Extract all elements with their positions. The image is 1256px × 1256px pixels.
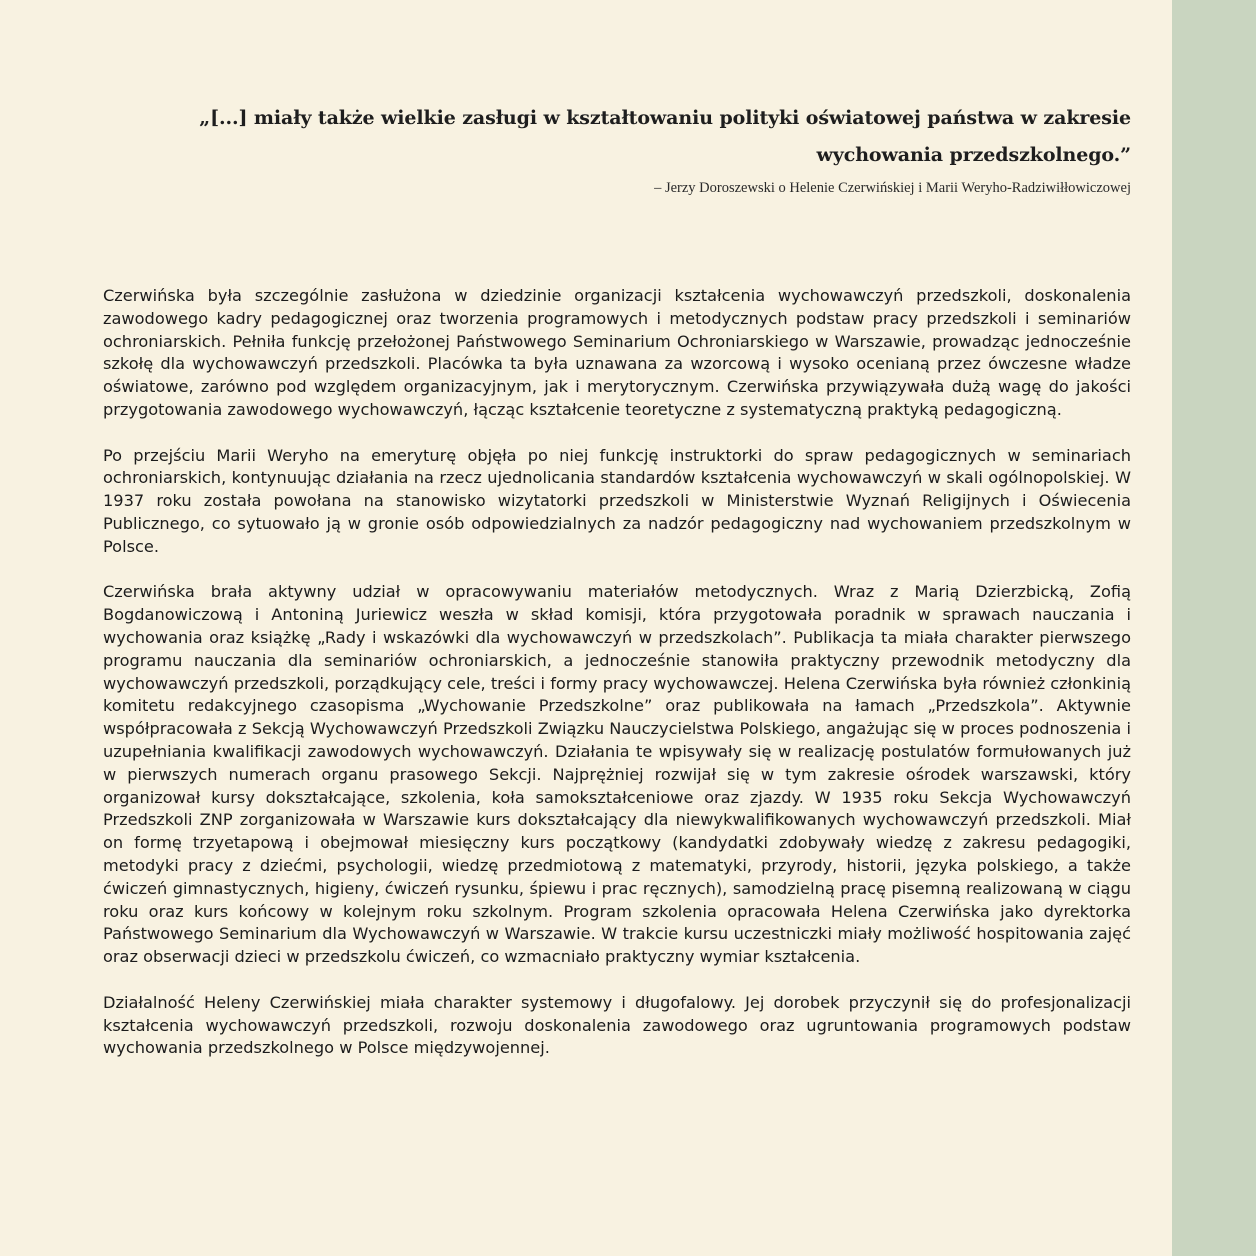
quote-attribution: – Jerzy Doroszewski o Helenie Czerwińskiej i Marii Weryho-Radziwiłłowiczowej bbox=[654, 180, 1131, 196]
quote-block bbox=[140, 100, 1131, 197]
quote-text: „[...] miały także wielkie zasługi w kształtowaniu polityki oświatowej państwa w zakresie wychowania przedszkolnego.” bbox=[199, 107, 1131, 166]
paragraph: Działalność Heleny Czerwińskiej miała charakter systemowy i długofalowy. Jej dorobek przyczynił się do profesjonalizacji kształcenia wychowawczyń przedszkoli, rozwoju doskonalenia zawodowego oraz ugruntowania programowych podstaw wychowania przedszkolnego w Polsce międzywojennej. bbox=[103, 992, 1131, 1058]
paragraph: Po przejściu Marii Weryho na emeryturę objęła po niej funkcję instruktorki do spraw pedagogicznych w seminariach ochroniarskich, kontynuując działania na rzecz ujednolicania standardów kształcenia wychowawczyń w skali ogólnopolskiej. W 1937 roku została powołana na stanowisko wizytatorki przedszkoli w Ministerstwie Wyznań Religijnych i Oświecenia Publicznego, co sytuowało ją w gronie osób odpowiedzialnych za nadzór pedagogiczny nad wychowaniem przedszkolnym w Polsce. bbox=[103, 445, 1131, 556]
paragraph: Czerwińska była szczególnie zasłużona w dziedzinie organizacji kształcenia wychowawczyń przedszkoli, doskonalenia zawodowego kadry pedagogicznej oraz tworzenia programowych i metodycznych podstaw pracy przedszkoli i seminariów ochroniarskich. Pełniła funkcję przełożonej Państwowego Seminarium Ochroniarskiego w Warszawie, prowadząc jednocześnie szkołę dla wychowawczyń przedszkoli. Placówka ta była uznawana za wzorcową i wysoko ocenianą przez ówczesne władze oświatowe, zarówno pod względem organizacyjnym, jak i merytorycznym. Czerwińska przywiązywała dużą wagę do jakości przygotowania zawodowego wychowawczyń, łącząc kształcenie teoretyczne z systematyczną praktyką pedagogiczną. bbox=[103, 286, 1131, 419]
paragraph: Czerwińska brała aktywny udział w opracowywaniu materiałów metodycznych. Wraz z Marią Dzierzbicką, Zofią Bogdanowiczową i Antoniną Juriewicz weszła w skład komisji, która przygotowała poradnik w sprawach nauczania i wychowania oraz książkę „Rady i wskazówki dla wychowawczyń w przedszkolach”. Publikacja ta miała charakter pierwszego programu nauczania dla seminariów ochroniarskich, a jednocześnie stanowiła praktyczny przewodnik metodyczny dla wychowawczyń przedszkoli, porządkujący cele, treści i formy pracy wychowawczej. Helena Czerwińska była również członkinią komitetu redakcyjnego czasopisma „Wychowanie Przedszkolne” oraz publikowała na łamach „Przedszkola”. Aktywnie współpracowała z Sekcją Wychowawczyń Przedszkoli Związku Nauczycielstwa Polskiego, angażując się w proces podnoszenia i uzupełniania kwalifikacji zawodowych wychowawczyń. Działania te wpisywały się w realizację postulatów formułowanych już w pierwszych numerach organu prasowego Sekcji. Najprężniej rozwijał się w tym zakresie ośrodek warszawski, który organizował kursy dokształcające, szkolenia, koła samokształceniowe oraz zjazdy. W 1935 roku Sekcja Wychowawczyń Przedszkoli ZNP zorganizowała w Warszawie kurs dokształcający dla niewykwalifikowanych wychowawczyń przedszkoli. Miał on formę trzyetapową i obejmował miesięczny kurs początkowy (kandydatki zdobywały wiedzę z zakresu pedagogiki, metodyki pracy z dziećmi, psychologii, wiedzę przedmiotową z matematyki, przyrody, historii, języka polskiego, a także ćwiczeń gimnastycznych, higieny, ćwiczeń rysunku, śpiewu i prac ręcznych), samodzielną pracę pisemną realizowaną w ciągu roku oraz kurs końcowy w kolejnym roku szkolnym. Program szkolenia opracowała Helena Czerwińska jako dyrektorka Państwowego Seminarium dla Wychowawczyń w Warszawie. W trakcie kursu uczestniczki miały możliwość hospitowania zajęć oraz obserwacji dzieci w przedszkolu ćwiczeń, co wzmacniało praktyczny wymiar kształcenia. bbox=[103, 582, 1131, 967]
body-text bbox=[103, 285, 1131, 1083]
side-color-band bbox=[1172, 0, 1256, 1256]
